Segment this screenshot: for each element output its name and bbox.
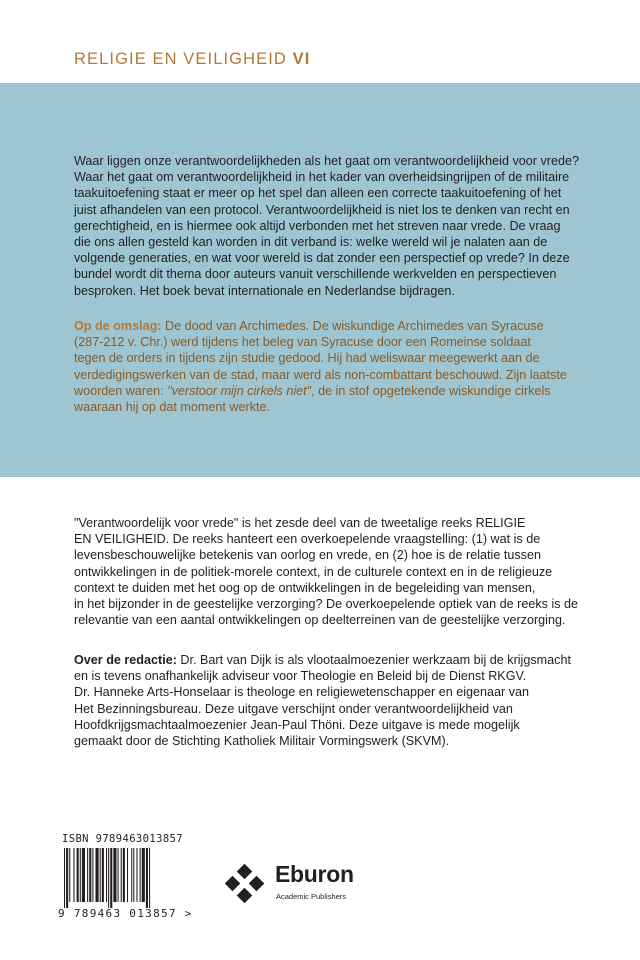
barcode-bar xyxy=(82,848,85,902)
blurb-line: Waar liggen onze verantwoordelijkheden als het gaat om verantwoordelijkheid voor vrede? xyxy=(74,154,579,168)
cover-note-line: verdedigingswerken van de stad, maar werd als non-combattant beschouwd. Zijn laatste xyxy=(74,367,567,382)
cover-note-line: tegen de orders in tijdens zijn studie gedood. Hij had weliswaar meegewerkt aan de xyxy=(74,351,540,366)
editors-line: Dr. Hanneke Arts-Honselaar is theologe en religiewetenschapper en eigenaar van xyxy=(74,685,530,700)
blurb-line: juist afhandelen van een protocol. Verantwoordelijkheid is niet los te denken van recht en xyxy=(74,202,570,217)
editors-lead: Over de redactie: xyxy=(74,653,177,667)
barcode-bar xyxy=(77,848,79,902)
barcode-bar xyxy=(92,848,93,902)
series-info xyxy=(74,515,624,628)
series-volume: VI xyxy=(292,50,311,68)
series-title xyxy=(74,50,310,69)
cover-note-line5-post: , de in stof opgetekende wiskundige cirkels xyxy=(311,383,551,398)
blurb-line: besproken. Het boek bevat internationale en Nederlandse bijdragen. xyxy=(74,283,455,298)
cover-note-line xyxy=(74,383,594,399)
blurb-line: taakuitoefening staat er meer op het spel dan alleen een correcte taakuitoefening of het xyxy=(74,186,562,201)
barcode-bar xyxy=(140,848,141,902)
series-info-line: "Verantwoordelijk voor vrede" is het zesde deel van de tweetalige reeks RELIGIE xyxy=(74,516,526,530)
blurb-line: die ons allen gesteld kan worden in dit verband is: welke wereld wil je nalaten aan de xyxy=(74,235,548,250)
barcode-bar xyxy=(118,848,119,902)
blurb-line: Waar het gaat om verantwoordelijkheid in het kader van overheidsingrijpen of de militaire xyxy=(74,170,570,185)
series-info-line: ontwikkelingen in de politiek-morele context, in de culturele context en in de religieuze xyxy=(74,564,553,579)
blurb-line: bundel wordt dit thema door auteurs vanuit verschillende werkvelden en perspectieven xyxy=(74,267,557,282)
publisher-tagline: Academic Publishers xyxy=(276,892,347,901)
cover-note-lead: Op de omslag: xyxy=(74,319,162,333)
cover-note-quote: "verstoor mijn cirkels niet" xyxy=(167,383,312,398)
barcode-digits: 9 789463 013857 > xyxy=(58,907,193,920)
series-title-text: RELIGIE EN VEILIGHEID xyxy=(74,50,287,68)
series-info-line: relevantie van een aantal ontwikkelingen op deelterreinen van de geestelijke verzorging. xyxy=(74,613,566,628)
barcode-bar xyxy=(96,848,99,902)
editors-line: Het Bezinningsbureau. Deze uitgave verschijnt onder verantwoordelijkheid van xyxy=(74,701,513,716)
barcode-bar xyxy=(146,848,148,908)
barcode-bar xyxy=(87,848,88,902)
barcode-bar xyxy=(123,848,125,902)
cover-note-line5-pre: woorden waren: xyxy=(74,383,168,398)
blurb-line: volgende generaties, en wat voor wereld is dat zonder een perspectief op vrede? In deze xyxy=(74,251,570,266)
editors-line: gemaakt door de Stichting Katholiek Militair Vormingswerk (SKVM). xyxy=(74,734,450,749)
barcode-bar xyxy=(133,848,134,902)
editors-line: Hoofdkrijgsmachtaalmoezenier Jean-Paul Thöni. Deze uitgave is mede mogelijk xyxy=(74,717,520,732)
editors-info xyxy=(74,652,624,749)
publisher-name: Eburon xyxy=(275,861,354,887)
barcode xyxy=(64,848,190,908)
barcode-bar xyxy=(64,848,65,908)
barcode-bar xyxy=(136,848,137,902)
barcode-bar xyxy=(142,848,145,902)
blurb-paragraph xyxy=(74,153,634,299)
barcode-bar xyxy=(127,848,128,902)
cover-note-line1-text: De dood van Archimedes. De wiskundige Archimedes van Syracuse xyxy=(161,319,544,333)
cover-note xyxy=(74,318,594,415)
series-info-line: in het bijzonder in de geestelijke verzorging? De overkoepelende optiek van de reeks is de xyxy=(74,597,579,612)
barcode-bar xyxy=(110,848,112,908)
series-info-line: levensbeschouwelijke betekenis van oorlog en vrede, en (2) hoe is de relatie tussen xyxy=(74,548,541,563)
barcode-bar xyxy=(69,848,70,902)
series-info-line: context te duiden met het oog op de ontwikkelingen in de begeleiding van mensen, xyxy=(74,580,536,595)
barcode-bar xyxy=(108,848,109,908)
cover-note-line xyxy=(74,318,594,334)
isbn-label: ISBN 9789463013857 xyxy=(62,833,183,845)
barcode-bar xyxy=(80,848,81,902)
barcode-bar xyxy=(106,848,107,902)
blurb-line: gerechtigheid, en is hiermee ook altijd verbonden met het streven naar vrede. De vraag xyxy=(74,218,561,233)
barcode-bar xyxy=(66,848,68,908)
barcode-bar xyxy=(121,848,122,902)
cover-note-line: (287-212 v. Chr.) werd tijdens het beleg van Syracuse door een Romeinse soldaat xyxy=(74,335,531,350)
barcode-bar xyxy=(100,848,101,902)
barcode-bar xyxy=(73,848,74,902)
editors-line xyxy=(74,652,624,668)
barcode-bar xyxy=(89,848,91,902)
barcode-bar xyxy=(102,848,104,902)
barcode-bar xyxy=(131,848,132,902)
editors-line1-text: Dr. Bart van Dijk is als vlootaalmoezenier werkzaam bij de krijgsmacht xyxy=(176,653,571,667)
barcode-bar xyxy=(149,848,150,908)
series-info-line: EN VEILIGHEID. De reeks hanteert een overkoepelende vraagstelling: (1) wat is de xyxy=(74,532,541,547)
cover-note-line: waaraan hij op dat moment werkte. xyxy=(74,400,271,415)
barcode-bar xyxy=(113,848,116,902)
editors-line: en is tevens onafhankelijk adviseur voor Theologie en Beleid bij de Dienst RKGV. xyxy=(74,669,527,684)
eburon-logo-icon xyxy=(225,860,275,920)
